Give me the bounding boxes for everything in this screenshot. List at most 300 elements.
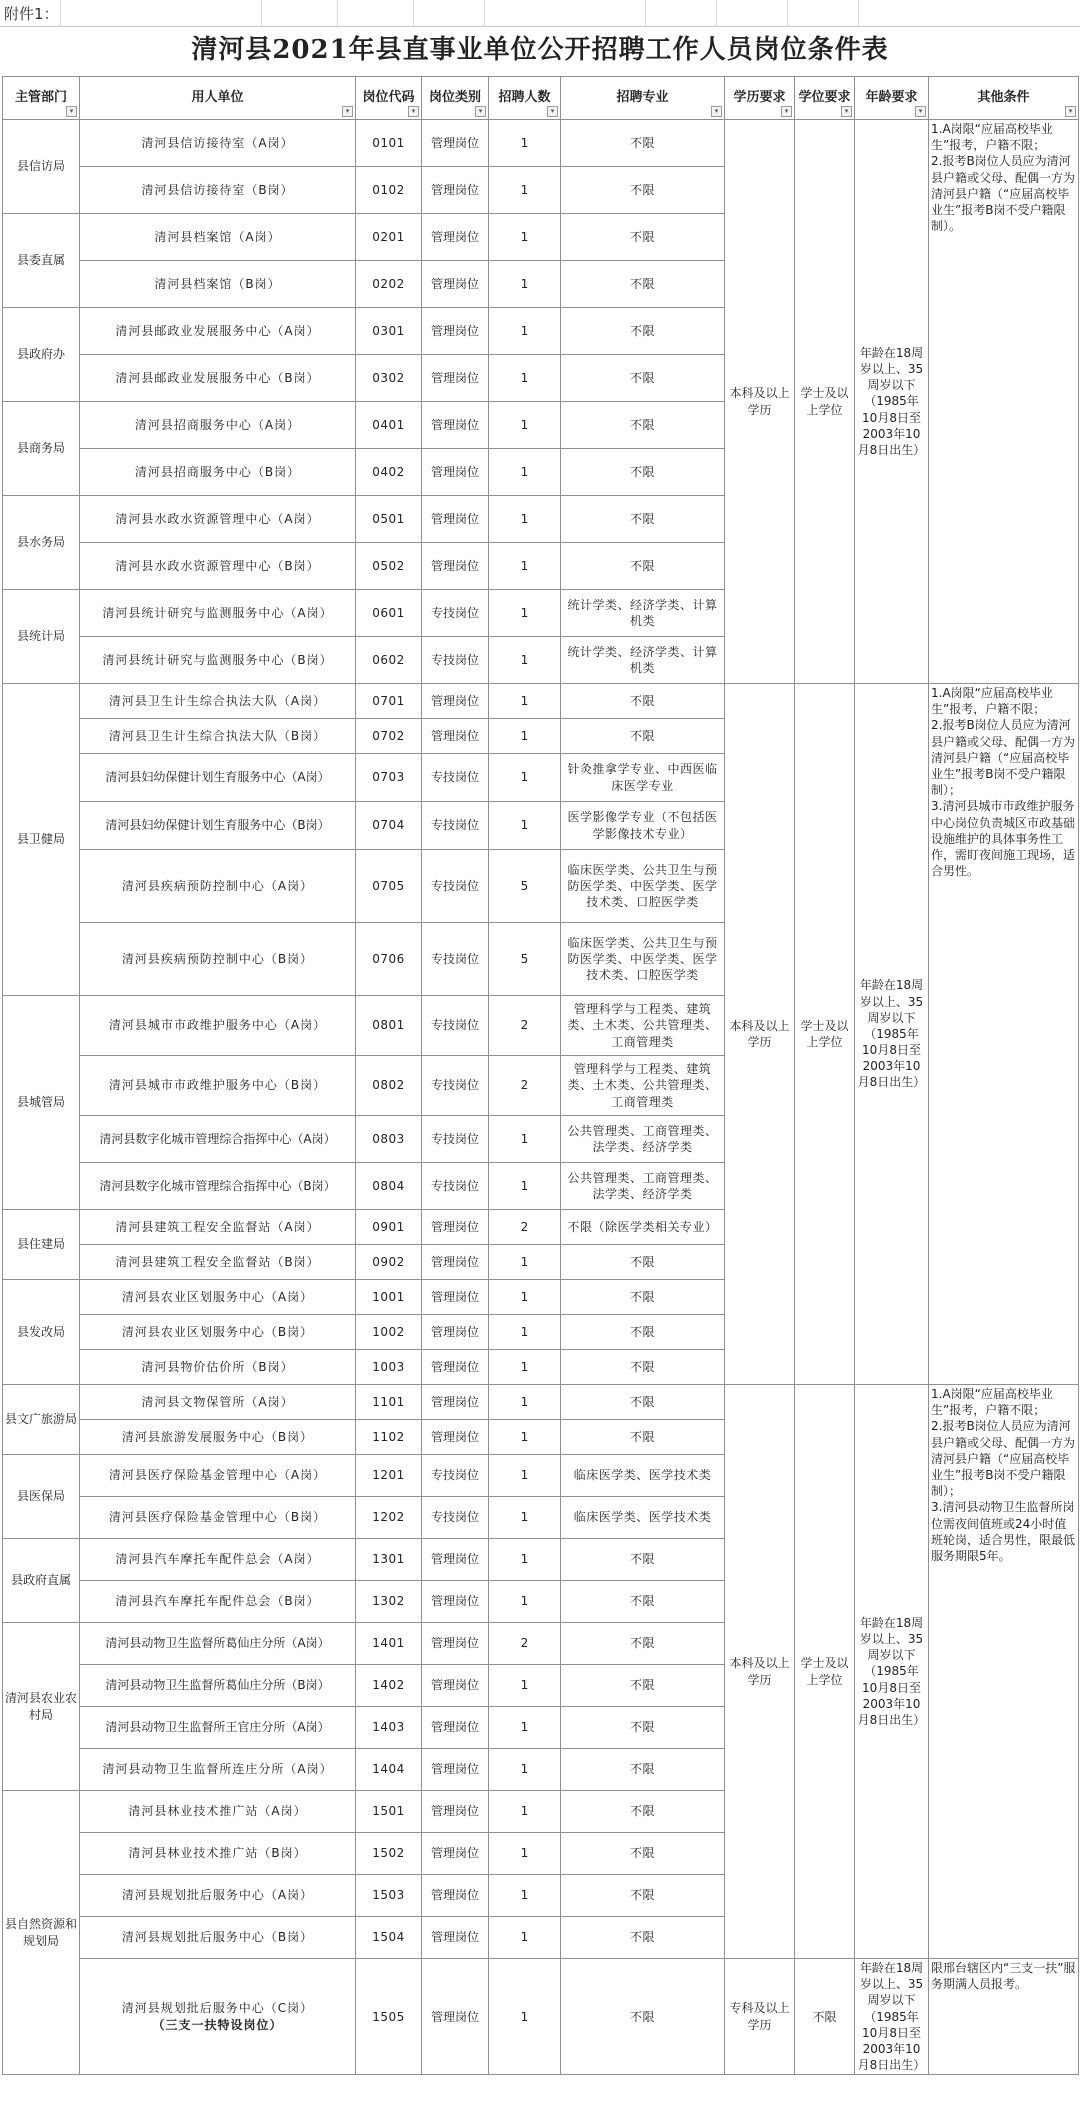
count-cell[interactable]: [489, 719, 561, 754]
unit-name: 清河县建筑工程安全监督站（B岗）: [115, 1254, 320, 1269]
major-cell[interactable]: [561, 1539, 725, 1581]
major-cell[interactable]: [561, 1623, 725, 1665]
major-cell[interactable]: [561, 1056, 725, 1116]
code-cell[interactable]: [356, 496, 422, 543]
count-cell[interactable]: [489, 355, 561, 402]
edu-requirement: 本科及以上学历: [729, 1018, 790, 1049]
dept-name: 县卫健局: [16, 832, 65, 847]
age-cell[interactable]: [855, 684, 929, 1385]
type-cell[interactable]: [422, 120, 489, 167]
count-cell[interactable]: [489, 1875, 561, 1917]
major-cell[interactable]: [561, 1245, 725, 1280]
filter-dropdown-icon[interactable]: ▾: [841, 106, 852, 117]
unit-cell[interactable]: [80, 1116, 356, 1163]
dept-cell[interactable]: [3, 1539, 80, 1623]
code-cell[interactable]: [356, 1210, 422, 1245]
edu-cell[interactable]: [725, 684, 795, 1385]
unit-cell[interactable]: [80, 355, 356, 402]
unit-cell[interactable]: [80, 1497, 356, 1539]
unit-name: 清河县数字化城市管理综合指挥中心（B岗）: [99, 1178, 336, 1193]
major-cell[interactable]: [561, 1707, 725, 1749]
count-cell[interactable]: [489, 402, 561, 449]
unit-cell[interactable]: [80, 637, 356, 684]
dept-cell[interactable]: [3, 402, 80, 496]
type-cell[interactable]: [422, 1581, 489, 1623]
count-cell[interactable]: [489, 120, 561, 167]
unit-cell[interactable]: [80, 1539, 356, 1581]
dept-cell[interactable]: [3, 684, 80, 996]
filter-dropdown-icon[interactable]: ▾: [781, 106, 792, 117]
code-cell[interactable]: [356, 1116, 422, 1163]
count-cell[interactable]: [489, 543, 561, 590]
type-cell[interactable]: [422, 1210, 489, 1245]
type-cell[interactable]: [422, 1350, 489, 1385]
hire-count: 1: [520, 1888, 529, 1903]
unit-cell[interactable]: [80, 1350, 356, 1385]
code-cell[interactable]: [356, 1539, 422, 1581]
count-cell[interactable]: [489, 1707, 561, 1749]
major-cell[interactable]: [561, 1210, 725, 1245]
job-code: 0704: [372, 818, 405, 833]
unit-cell[interactable]: [80, 1875, 356, 1917]
degree-cell[interactable]: [795, 684, 855, 1385]
other-cell[interactable]: [929, 684, 1079, 1385]
dept-cell[interactable]: [3, 590, 80, 684]
unit-cell[interactable]: [80, 1749, 356, 1791]
major-cell[interactable]: [561, 923, 725, 996]
count-cell[interactable]: [489, 1623, 561, 1665]
type-cell[interactable]: [422, 1420, 489, 1455]
count-cell[interactable]: [489, 1833, 561, 1875]
unit-cell[interactable]: [80, 1163, 356, 1210]
unit-cell[interactable]: [80, 261, 356, 308]
major-cell[interactable]: [561, 590, 725, 637]
major-cell[interactable]: [561, 1350, 725, 1385]
major-cell[interactable]: [561, 1315, 725, 1350]
code-cell[interactable]: [356, 402, 422, 449]
type-cell[interactable]: [422, 1791, 489, 1833]
edu-cell[interactable]: [725, 120, 795, 684]
major-cell[interactable]: [561, 1420, 725, 1455]
dept-cell[interactable]: [3, 996, 80, 1210]
unit-cell[interactable]: [80, 1280, 356, 1315]
type-cell[interactable]: [422, 754, 489, 802]
job-code: 1504: [372, 1930, 405, 1945]
major-cell[interactable]: [561, 754, 725, 802]
unit-cell[interactable]: [80, 496, 356, 543]
type-cell[interactable]: [422, 684, 489, 719]
unit-cell[interactable]: [80, 1665, 356, 1707]
count-cell[interactable]: [489, 1917, 561, 1959]
hire-count: 1: [520, 1468, 529, 1483]
filter-dropdown-icon[interactable]: ▾: [547, 106, 558, 117]
count-cell[interactable]: [489, 449, 561, 496]
code-cell[interactable]: [356, 1875, 422, 1917]
major-cell[interactable]: [561, 1875, 725, 1917]
count-cell[interactable]: [489, 590, 561, 637]
unit-name: 清河县汽车摩托车配件总会（A岗）: [115, 1552, 320, 1567]
count-cell[interactable]: [489, 1385, 561, 1420]
job-code: 0402: [372, 464, 405, 479]
type-cell[interactable]: [422, 355, 489, 402]
col-edu-header[interactable]: 学历要求 ▾: [725, 77, 795, 120]
type-cell[interactable]: [422, 996, 489, 1056]
type-cell[interactable]: [422, 1245, 489, 1280]
code-cell[interactable]: [356, 120, 422, 167]
code-cell[interactable]: [356, 1497, 422, 1539]
unit-name: 清河县动物卫生监督所王官庄分所（A岗）: [105, 1720, 330, 1735]
other-cell[interactable]: [929, 120, 1079, 684]
unit-cell[interactable]: [80, 996, 356, 1056]
major-cell[interactable]: [561, 1116, 725, 1163]
unit-cell[interactable]: [80, 1959, 356, 2075]
dept-cell[interactable]: [3, 120, 80, 214]
filter-dropdown-icon[interactable]: ▾: [66, 106, 77, 117]
type-cell[interactable]: [422, 1385, 489, 1420]
col-degree-header[interactable]: 学位要求 ▾: [795, 77, 855, 120]
major-cell[interactable]: [561, 1665, 725, 1707]
code-cell[interactable]: [356, 1385, 422, 1420]
code-cell[interactable]: [356, 1833, 422, 1875]
unit-cell[interactable]: [80, 1056, 356, 1116]
code-cell[interactable]: [356, 590, 422, 637]
type-cell[interactable]: [422, 1749, 489, 1791]
type-cell[interactable]: [422, 214, 489, 261]
type-cell[interactable]: [422, 1163, 489, 1210]
type-cell[interactable]: [422, 1056, 489, 1116]
unit-cell[interactable]: [80, 1315, 356, 1350]
col-dept-header[interactable]: 主管部门 ▾: [3, 77, 80, 120]
job-type: 管理岗位: [430, 1359, 479, 1374]
filter-dropdown-icon[interactable]: ▾: [475, 106, 486, 117]
job-type: 管理岗位: [430, 135, 479, 150]
count-cell[interactable]: [489, 1959, 561, 2075]
count-cell[interactable]: [489, 1245, 561, 1280]
hire-count: 1: [520, 1359, 529, 1374]
filter-dropdown-icon[interactable]: ▾: [342, 106, 353, 117]
major-cell[interactable]: [561, 1581, 725, 1623]
other-cell[interactable]: [929, 1959, 1079, 2075]
code-cell[interactable]: [356, 1917, 422, 1959]
age-cell[interactable]: [855, 120, 929, 684]
dept-cell[interactable]: [3, 308, 80, 402]
code-cell[interactable]: [356, 355, 422, 402]
type-cell[interactable]: [422, 1315, 489, 1350]
major-cell[interactable]: [561, 719, 725, 754]
count-cell[interactable]: [489, 1350, 561, 1385]
code-cell[interactable]: [356, 1623, 422, 1665]
unit-cell[interactable]: [80, 802, 356, 850]
count-cell[interactable]: [489, 214, 561, 261]
major-cell[interactable]: [561, 1917, 725, 1959]
major-cell[interactable]: [561, 996, 725, 1056]
major-cell[interactable]: [561, 167, 725, 214]
type-cell[interactable]: [422, 1707, 489, 1749]
unit-cell[interactable]: [80, 1917, 356, 1959]
dept-cell[interactable]: [3, 1791, 80, 2075]
type-cell[interactable]: [422, 1116, 489, 1163]
count-cell[interactable]: [489, 802, 561, 850]
count-cell[interactable]: [489, 308, 561, 355]
code-cell[interactable]: [356, 167, 422, 214]
code-cell[interactable]: [356, 996, 422, 1056]
dept-cell[interactable]: [3, 496, 80, 590]
type-cell[interactable]: [422, 261, 489, 308]
code-cell[interactable]: [356, 637, 422, 684]
unit-name: 清河县水政水资源管理中心（A岗）: [115, 511, 320, 526]
age-cell[interactable]: [855, 1385, 929, 1959]
count-cell[interactable]: [489, 496, 561, 543]
code-cell[interactable]: [356, 214, 422, 261]
col-unit-header[interactable]: 用人单位 ▾: [80, 77, 356, 120]
col-code-header[interactable]: 岗位代码 ▾: [356, 77, 422, 120]
code-cell[interactable]: [356, 1959, 422, 2075]
count-cell[interactable]: [489, 1210, 561, 1245]
other-cell[interactable]: [929, 1385, 1079, 1959]
major-cell[interactable]: [561, 496, 725, 543]
major-cell[interactable]: [561, 1497, 725, 1539]
major-cell[interactable]: [561, 1833, 725, 1875]
major-cell[interactable]: [561, 850, 725, 923]
major-cell[interactable]: [561, 543, 725, 590]
code-cell[interactable]: [356, 1315, 422, 1350]
type-cell[interactable]: [422, 637, 489, 684]
unit-cell[interactable]: [80, 923, 356, 996]
dept-cell[interactable]: [3, 1623, 80, 1791]
degree-cell[interactable]: [795, 1959, 855, 2075]
count-cell[interactable]: [489, 261, 561, 308]
col-count-header[interactable]: 招聘人数 ▾: [489, 77, 561, 120]
code-cell[interactable]: [356, 449, 422, 496]
count-cell[interactable]: [489, 167, 561, 214]
code-cell[interactable]: [356, 261, 422, 308]
unit-cell[interactable]: [80, 120, 356, 167]
major-cell[interactable]: [561, 402, 725, 449]
unit-cell[interactable]: [80, 754, 356, 802]
hire-count: 1: [520, 1289, 529, 1304]
type-cell[interactable]: [422, 1455, 489, 1497]
filter-dropdown-icon[interactable]: ▾: [408, 106, 419, 117]
table-row: [3, 1385, 1079, 1420]
unit-cell[interactable]: [80, 449, 356, 496]
code-cell[interactable]: [356, 1581, 422, 1623]
dept-cell[interactable]: [3, 214, 80, 308]
hire-count: 1: [520, 1510, 529, 1525]
code-cell[interactable]: [356, 719, 422, 754]
major-cell[interactable]: [561, 684, 725, 719]
major-cell[interactable]: [561, 449, 725, 496]
job-code: 1002: [372, 1324, 405, 1339]
unit-cell[interactable]: [80, 214, 356, 261]
unit-cell[interactable]: [80, 684, 356, 719]
count-cell[interactable]: [489, 850, 561, 923]
type-cell[interactable]: [422, 719, 489, 754]
type-cell[interactable]: [422, 402, 489, 449]
major-cell[interactable]: [561, 261, 725, 308]
dept-cell[interactable]: [3, 1280, 80, 1385]
unit-name: 清河县规划批后服务中心（A岗）: [121, 1888, 314, 1903]
type-cell[interactable]: [422, 850, 489, 923]
count-cell[interactable]: [489, 1749, 561, 1791]
type-cell[interactable]: [422, 449, 489, 496]
count-cell[interactable]: [489, 1665, 561, 1707]
type-cell[interactable]: [422, 802, 489, 850]
filter-dropdown-icon[interactable]: ▾: [915, 106, 926, 117]
count-cell[interactable]: [489, 754, 561, 802]
code-cell[interactable]: [356, 1665, 422, 1707]
code-cell[interactable]: [356, 1245, 422, 1280]
count-cell[interactable]: [489, 1791, 561, 1833]
job-code: 0701: [372, 693, 405, 708]
job-code: 1202: [372, 1510, 405, 1525]
major-cell[interactable]: [561, 308, 725, 355]
type-cell[interactable]: [422, 308, 489, 355]
count-cell[interactable]: [489, 923, 561, 996]
col-other-header[interactable]: 其他条件 ▾: [929, 77, 1079, 120]
count-cell[interactable]: [489, 1315, 561, 1350]
degree-cell[interactable]: [795, 1385, 855, 1959]
age-cell[interactable]: [855, 1959, 929, 2075]
unit-cell[interactable]: [80, 1420, 356, 1455]
code-cell[interactable]: [356, 754, 422, 802]
code-cell[interactable]: [356, 850, 422, 923]
type-cell[interactable]: [422, 1833, 489, 1875]
code-cell[interactable]: [356, 543, 422, 590]
job-code: 1201: [372, 1468, 405, 1483]
major-cell[interactable]: [561, 1280, 725, 1315]
major-cell[interactable]: [561, 1455, 725, 1497]
code-cell[interactable]: [356, 1791, 422, 1833]
degree-cell[interactable]: [795, 120, 855, 684]
major-cell[interactable]: [561, 1385, 725, 1420]
unit-cell[interactable]: [80, 1245, 356, 1280]
type-cell[interactable]: [422, 496, 489, 543]
count-cell[interactable]: [489, 1280, 561, 1315]
major-text: 统计学类、经济学类、计算机类: [567, 644, 718, 675]
recruitment-table: [2, 76, 1079, 2075]
count-cell[interactable]: [489, 1420, 561, 1455]
type-cell[interactable]: [422, 1917, 489, 1959]
col-type-header[interactable]: 岗位类别 ▾: [422, 77, 489, 120]
unit-name: 清河县农业区划服务中心（A岗）: [121, 1289, 314, 1304]
unit-cell[interactable]: [80, 1581, 356, 1623]
major-text: 不限: [629, 728, 655, 743]
major-cell[interactable]: [561, 1749, 725, 1791]
unit-cell[interactable]: [80, 1385, 356, 1420]
major-cell[interactable]: [561, 1163, 725, 1210]
unit-name: 清河县招商服务中心（A岗）: [134, 417, 301, 432]
unit-cell[interactable]: [80, 1455, 356, 1497]
code-cell[interactable]: [356, 1163, 422, 1210]
major-cell[interactable]: [561, 355, 725, 402]
filter-dropdown-icon[interactable]: ▾: [1065, 106, 1076, 117]
count-cell[interactable]: [489, 996, 561, 1056]
code-cell[interactable]: [356, 684, 422, 719]
code-cell[interactable]: [356, 308, 422, 355]
count-cell[interactable]: [489, 1581, 561, 1623]
unit-cell[interactable]: [80, 402, 356, 449]
unit-cell[interactable]: [80, 850, 356, 923]
count-cell[interactable]: [489, 637, 561, 684]
count-cell[interactable]: [489, 1455, 561, 1497]
dept-cell[interactable]: [3, 1210, 80, 1280]
unit-cell[interactable]: [80, 167, 356, 214]
code-cell[interactable]: [356, 1707, 422, 1749]
type-cell[interactable]: [422, 1959, 489, 2075]
hire-count: 1: [520, 182, 529, 197]
job-type: 管理岗位: [430, 728, 479, 743]
type-cell[interactable]: [422, 1497, 489, 1539]
unit-cell[interactable]: [80, 719, 356, 754]
unit-cell[interactable]: [80, 1707, 356, 1749]
major-cell[interactable]: [561, 214, 725, 261]
code-cell[interactable]: [356, 1056, 422, 1116]
hire-count: 1: [520, 818, 529, 833]
major-cell[interactable]: [561, 802, 725, 850]
unit-cell[interactable]: [80, 1833, 356, 1875]
count-cell[interactable]: [489, 1539, 561, 1581]
type-cell[interactable]: [422, 1623, 489, 1665]
type-cell[interactable]: [422, 590, 489, 637]
unit-cell[interactable]: [80, 1791, 356, 1833]
edu-cell[interactable]: [725, 1959, 795, 2075]
edu-cell[interactable]: [725, 1385, 795, 1959]
filter-dropdown-icon[interactable]: ▾: [711, 106, 722, 117]
type-cell[interactable]: [422, 1875, 489, 1917]
count-cell[interactable]: [489, 684, 561, 719]
code-cell[interactable]: [356, 1350, 422, 1385]
unit-name: 清河县档案馆（B岗）: [154, 276, 281, 291]
major-cell[interactable]: [561, 1959, 725, 2075]
major-cell[interactable]: [561, 1791, 725, 1833]
type-cell[interactable]: [422, 923, 489, 996]
count-cell[interactable]: [489, 1056, 561, 1116]
count-cell[interactable]: [489, 1116, 561, 1163]
type-cell[interactable]: [422, 1280, 489, 1315]
code-cell[interactable]: [356, 923, 422, 996]
dept-cell[interactable]: [3, 1455, 80, 1539]
type-cell[interactable]: [422, 1539, 489, 1581]
major-text: 不限: [629, 1762, 655, 1777]
type-cell[interactable]: [422, 543, 489, 590]
count-cell[interactable]: [489, 1497, 561, 1539]
col-age-header[interactable]: 年龄要求 ▾: [855, 77, 929, 120]
code-cell[interactable]: [356, 1455, 422, 1497]
type-cell[interactable]: [422, 167, 489, 214]
code-cell[interactable]: [356, 802, 422, 850]
major-text: 针灸推拿学专业、中西医临床医学专业: [567, 762, 718, 793]
count-cell[interactable]: [489, 1163, 561, 1210]
code-cell[interactable]: [356, 1749, 422, 1791]
unit-name: 清河县规划批后服务中心（B岗）: [121, 1930, 314, 1945]
dept-cell[interactable]: [3, 1385, 80, 1455]
unit-cell[interactable]: [80, 590, 356, 637]
unit-cell[interactable]: [80, 1623, 356, 1665]
job-type: 管理岗位: [430, 558, 479, 573]
unit-cell[interactable]: [80, 543, 356, 590]
major-text: 不限: [629, 1429, 655, 1444]
col-major-header[interactable]: 招聘专业 ▾: [561, 77, 725, 120]
code-cell[interactable]: [356, 1280, 422, 1315]
major-cell[interactable]: [561, 120, 725, 167]
unit-cell[interactable]: [80, 308, 356, 355]
edu-requirement: 本科及以上学历: [729, 1656, 790, 1687]
unit-cell[interactable]: [80, 1210, 356, 1245]
hire-count: 1: [520, 229, 529, 244]
type-cell[interactable]: [422, 1665, 489, 1707]
major-cell[interactable]: [561, 637, 725, 684]
code-cell[interactable]: [356, 1420, 422, 1455]
